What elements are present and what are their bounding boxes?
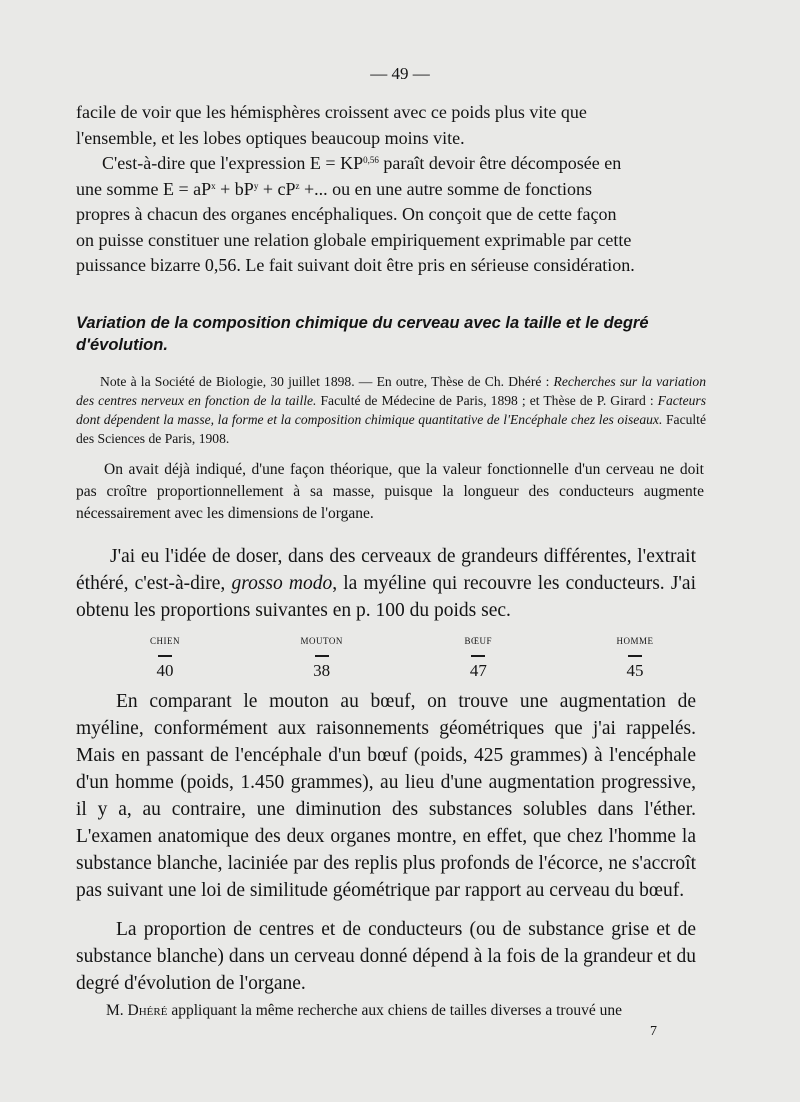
note-title-2: Facteurs dont dépendent la masse, la forme et la composition chimique quantitative de l'Encéphale chez les oiseaux.	[76, 393, 706, 427]
table-column	[120, 636, 210, 681]
table-column	[433, 636, 523, 681]
myelin-table	[120, 636, 680, 681]
p2-line1-a: C'est-à-dire que l'expression E = KP	[102, 153, 364, 173]
table-column	[277, 636, 367, 681]
p4-c: , la myéline qui recouvre les conducteurs. J'ai obtenu les proportions suivantes en p. 100 du poids sec.	[76, 573, 696, 621]
section-heading: Variation de la composition chimique du cerveau avec la taille et le degré d'évolution.	[76, 314, 649, 354]
p7-b: appliquant la même recherche aux chiens de tailles diverses a trouvé une	[167, 1002, 622, 1019]
paragraph-7	[76, 1000, 704, 1022]
exponent-z: z	[295, 180, 300, 191]
page-number: — 49 —	[370, 64, 430, 83]
paragraph-5-text: En comparant le mouton au bœuf, on trouve une augmentation de myéline, conformément aux raisonnements géométriques que j'ai rappelés. Mais en passant de l'encéphale d'un bœuf (poids, 425 grammes) à l'encéphale d'un homme (poids, 1.450 grammes), au lieu d'une augmentation progressive, il y a, au contraire, une diminution des substances solubles dans l'éther. L'examen anatomique des deux organes montre, en effet, que chez l'homme la substance blanche, laciniée par des replis plus profonds de l'écorce, ne s'accroît pas suivant une loi de similitude géométrique par rapport au cerveau du bœuf.	[76, 691, 696, 901]
note-c: Faculté de Médecine de Paris, 1898 ; et Thèse de P. Girard :	[316, 393, 658, 408]
table-header: CHIEN	[150, 636, 180, 646]
paragraph-1-line-2: l'ensemble, et les lobes optiques beaucoup moins vite.	[76, 127, 465, 148]
table-header: MOUTON	[300, 636, 343, 646]
reference-note	[76, 372, 706, 448]
signature-folio: 7	[650, 1024, 657, 1039]
p2-line2-a: une somme E = aP	[76, 178, 212, 199]
table-value: 38	[313, 660, 331, 680]
p2-line2-c: + cP	[258, 178, 296, 199]
note-e: Faculté des Sciences de Paris, 1908.	[76, 412, 706, 446]
dash-rule	[158, 655, 172, 657]
p2-line2-d: +... ou en une autre somme de fonctions	[299, 178, 593, 199]
table-column	[590, 636, 680, 681]
paragraph-6-text: La proportion de centres et de conducteurs (ou de substance grise et de substance blanche) dans un cerveau donné dépend à la fois de la grandeur et du degré d'évolution de l'organe.	[76, 919, 696, 994]
p7-a: M.	[106, 1002, 128, 1019]
table-value: 45	[626, 660, 644, 680]
paragraph-4	[76, 543, 696, 624]
note-a: Note à la Société de Biologie, 30 juillet 1898. — En outre, Thèse de Ch. Dhéré :	[100, 374, 554, 389]
table-value: 47	[469, 660, 487, 680]
author-name: Dhéré	[127, 1002, 168, 1019]
p2-line4: on puisse constituer une relation globale empiriquement exprimable par cette	[76, 229, 632, 250]
paragraph-3	[76, 459, 704, 525]
table-header: BŒUF	[464, 636, 493, 646]
paragraph-3-text: On avait déjà indiqué, d'une façon théorique, que la valeur fonctionnelle d'un cerveau ne doit pas croître proportionnellement à sa masse, puisque la longueur des conducteurs augmente nécessairement avec les dimensions de l'organe.	[76, 461, 704, 522]
table-value: 40	[156, 660, 174, 680]
exponent-x: x	[211, 180, 216, 191]
dash-rule	[315, 655, 329, 657]
paragraph-1-line-1: facile de voir que les hémisphères croissent avec ce poids plus vite que	[76, 102, 587, 122]
paragraph-2	[76, 151, 696, 279]
p2-line5: puissance bizarre 0,56. Le fait suivant doit être pris en sérieuse considération.	[76, 255, 635, 275]
p4-italic: grosso modo	[231, 573, 333, 594]
p2-line1-b: paraît devoir être décomposée en	[378, 153, 622, 173]
paragraph-6	[76, 916, 696, 997]
table-header: HOMME	[616, 636, 654, 646]
paragraph-5	[76, 688, 696, 904]
exponent-056: 0,56	[363, 155, 379, 165]
p4-a: J'ai eu l'idée de doser, dans des cerveaux de grandeurs différentes, l'extrait éthéré, c'est-à-dire,	[76, 546, 696, 594]
paragraph-1	[76, 100, 696, 151]
p2-line2-b: + bP	[215, 178, 254, 199]
dash-rule	[628, 655, 642, 657]
note-title-1: Recherches sur la variation des centres nerveux en fonction de la taille.	[76, 374, 706, 408]
dash-rule	[471, 655, 485, 657]
exponent-y: y	[253, 180, 259, 191]
p2-line3: propres à chacun des organes encéphaliques. On conçoit que de cette façon	[76, 204, 617, 224]
